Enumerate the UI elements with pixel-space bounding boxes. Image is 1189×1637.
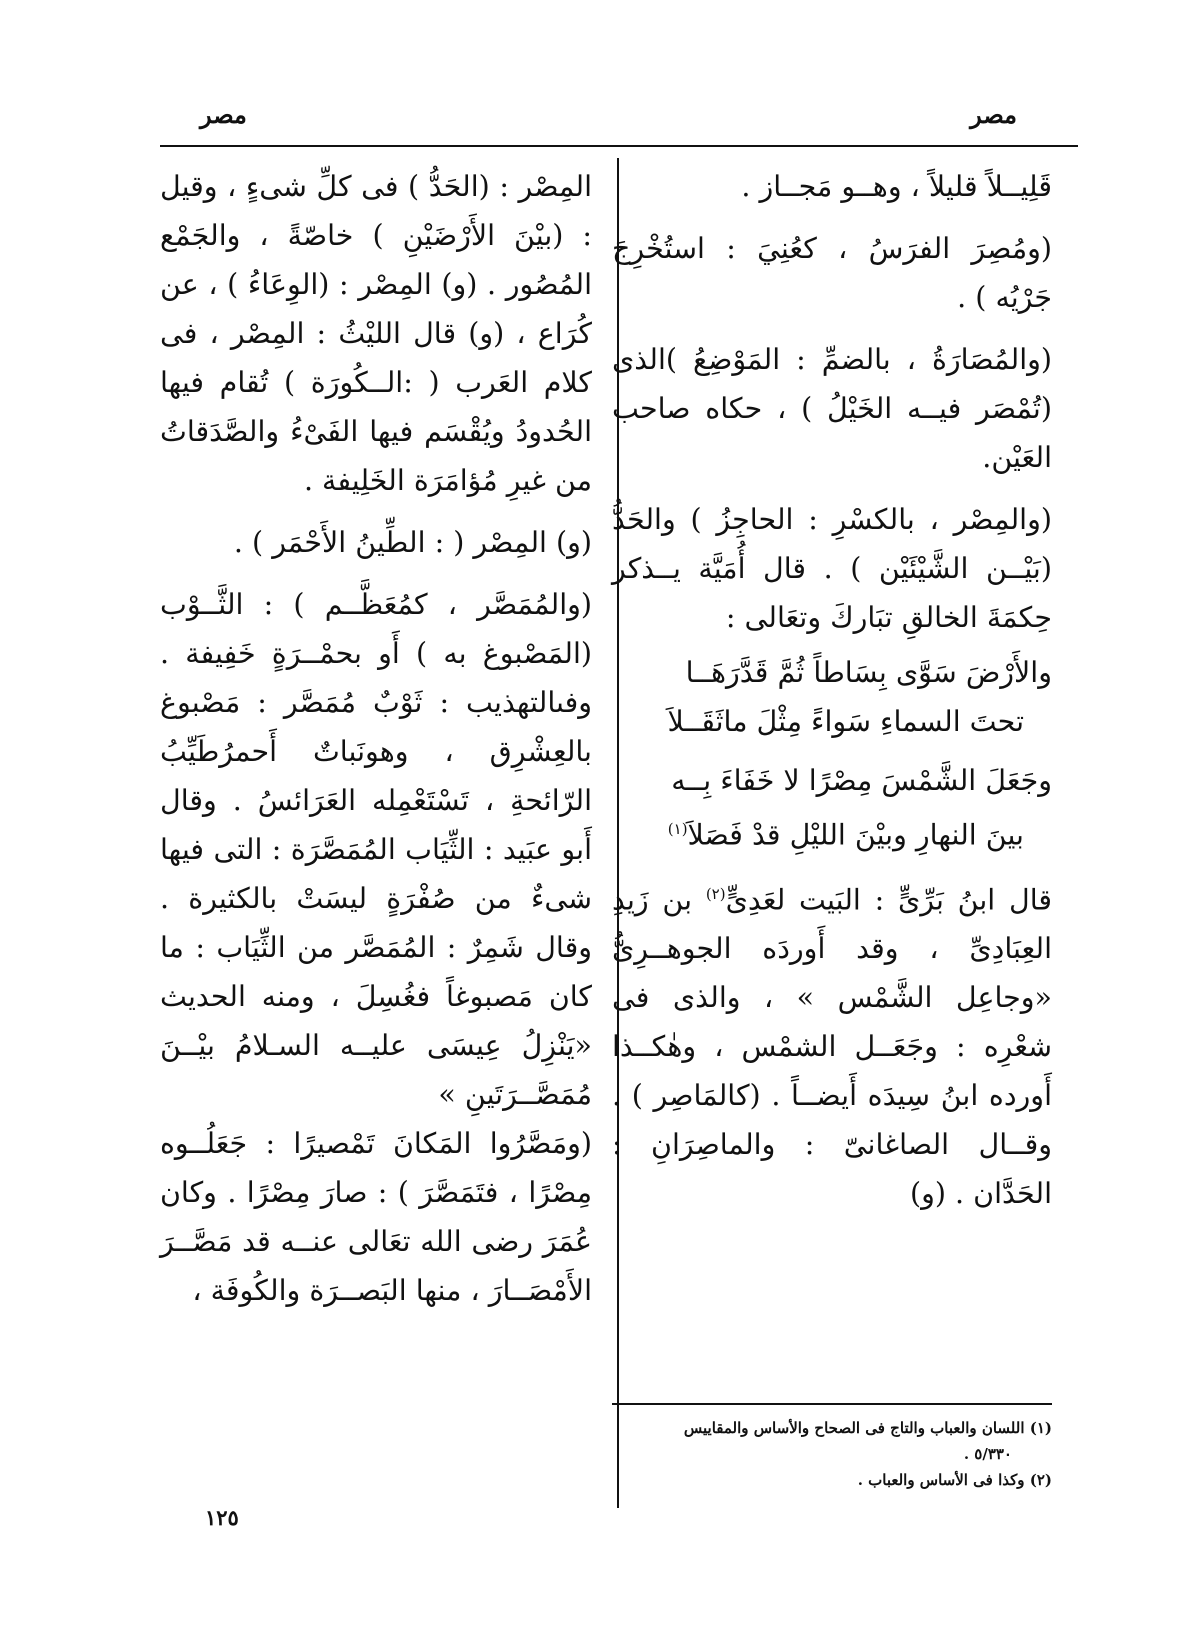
paragraph: (والمُمَصَّر ، كمُعَظَّــم ) : الثَّــوْب (المَصْبوغ به ) أَو بحمْــرَةٍ خَفِيفة . وفىالتهذيب : ثَوْبٌ مُمَصَّر : مَصْبوغ بالعِشْرِق ، وهونَباتٌ أَحمرُطَيِّبُ الرّائحةِ ، تَسْتَعْمِله العَرَائسُ . وقال أَبو عبَيد : الثِّيَاب المُمَصَّرَة : التى فيها شىءٌ من صُفْرَةٍ ليسَتْ بالكثيرة . وقال شَمِرٌ : المُمَصَّر من الثِّيَاب : ما كان مَصبوغاً فغُسِلَ ، ومنه الحديث «يَنْزِلُ عِيسَى عليــه السـلامُ بيْــنَ مُمَصَّــرَتَينِ » bbox=[160, 588, 592, 1111]
paragraph: (و) المِصْر ( : الطِّينُ الأَحْمَر ) . bbox=[233, 526, 592, 559]
verse-hemistich: وجَعَلَ الشَّمْسَ مِصْرًا لا خَفَاءَ بِــه bbox=[671, 764, 1052, 797]
footnotes bbox=[612, 1415, 1052, 1493]
header-entry-word-right: مصر bbox=[970, 100, 1017, 129]
footnote-ref: (٢) bbox=[705, 884, 726, 903]
poem-verse bbox=[612, 756, 1052, 860]
footnote-rule bbox=[612, 1403, 1052, 1405]
paragraph: (والمِصْر ، بالكسْرِ : الحاجِزُ ) والحَدُّ (بَيْــن الشَّيْئَيْن ) . قال أُمَيَّة يــذكر حِكمَةَ الخالقِ تبَاركَ وتعَالى : bbox=[612, 503, 1052, 634]
poem-verse bbox=[612, 648, 1052, 746]
verse-hemistich: والأَرْضَ سَوَّى بِسَاطاً ثُمَّ قَدَّرَهَــا bbox=[685, 656, 1052, 689]
right-column bbox=[612, 162, 1052, 1231]
verse-hemistich: تحتَ السماءِ سَواءً مِثْلَ ماثَقَــلاَ bbox=[667, 705, 1024, 738]
footnote: ٥/٣٣٠ . bbox=[963, 1445, 1012, 1463]
verse-hemistich-text: بينَ النهارِ وبيْنَ الليْلِ قدْ فَصَلاَ bbox=[687, 818, 1024, 852]
paragraph: (ومَصَّرُوا المَكانَ تَمْصيرًا : جَعَلُــوه مِصْرًا ، فتَمَصَّرَ ) : صارَ مِصْرًا . وكان عُمَرَ رضى الله تعَالى عنــه قد مَصَّــرَ الأَمْصَــارَ ، منها البَصــرَة والكُوفَة ، bbox=[160, 1127, 592, 1307]
paragraph bbox=[612, 870, 1052, 1219]
page-number: ١٢٥ bbox=[205, 1505, 239, 1530]
paragraph-text: قال ابنُ بَرِّىٍّ : البَيت لعَدِىٍّ bbox=[725, 883, 1052, 916]
header-entry-word-left: مصر bbox=[200, 100, 247, 129]
footnote: (٢) وكذا فى الأساس والعباب . bbox=[857, 1471, 1052, 1489]
verse-hemistich bbox=[612, 805, 1052, 860]
paragraph: قَلِيــلاً قليلاً ، وهــو مَجــاز . bbox=[741, 170, 1052, 203]
left-column bbox=[160, 162, 592, 1328]
paragraph-text: بن زَيدِ العِبَادِىِّ ، وقد أَوردَه الجوهــرِىُّ «وجاعِل الشَّمْس » ، والذى فى شعْرِه : وجَعَــل الشمْس ، وهٰكــذا أَورده ابنُ سِيدَه أَيضــاً . (كالمَاصِر ) . وقــال الصاغانىّ : والماصِرَانِ : الحَدَّان . (و) bbox=[612, 883, 1052, 1210]
paragraph: المِصْر : (الحَدُّ ) فى كلِّ شىءٍ ، وقيل : (بيْنَ الأَرْضَيْنِ ) خاصّةً ، والجَمْع المُصُور . (و) المِصْر : (الوِعَاءُ ) ، عن كُرَاع ، (و) قال الليْثُ : المِصْر ، فى كلام العَرب ( :الــكُورَة ) تُقام فيها الحُدودُ ويُقْسَم فيها الفَىْءُ والصَّدَقاتُ من غيرِ مُؤامَرَة الخَلِيفة . bbox=[160, 170, 592, 497]
header-rule bbox=[160, 145, 1078, 147]
paragraph: (والمُصَارَةُ ، بالضمِّ : المَوْضِعُ )الذى (تُمْصَر فيــه الخَيْلُ ) ، حكاه صاحب العَيْن. bbox=[612, 343, 1052, 474]
footnote: (١) اللسان والعباب والتاج فى الصحاح والأساس والمقاييس bbox=[683, 1419, 1052, 1437]
paragraph: (ومُصِرَ الفرَسُ ، كعُنِيَ : استُخْرِجَ جَرْيُه ) . bbox=[612, 232, 1052, 314]
footnote-ref: (١) bbox=[667, 820, 688, 838]
